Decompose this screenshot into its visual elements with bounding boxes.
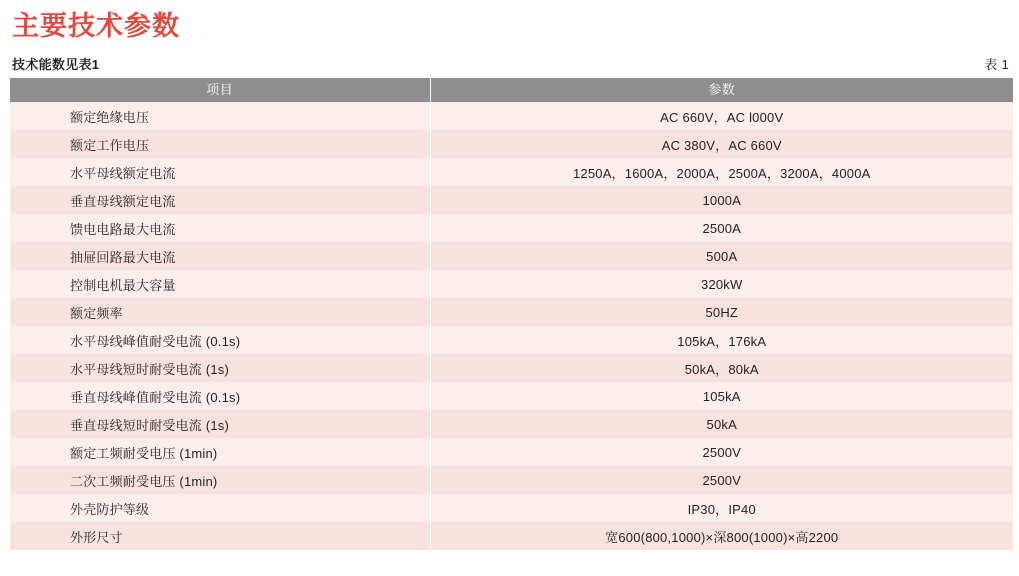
cell-item: 额定频率 bbox=[10, 298, 430, 326]
table-row bbox=[10, 410, 1013, 438]
table-row bbox=[10, 494, 1013, 522]
table-row bbox=[10, 186, 1013, 214]
table-row bbox=[10, 130, 1013, 158]
table-row bbox=[10, 522, 1013, 550]
cell-item: 水平母线短时耐受电流 (1s) bbox=[10, 354, 430, 382]
cell-value: 2500V bbox=[430, 438, 1013, 466]
table-row bbox=[10, 242, 1013, 270]
table-caption: 技术能数见表1 bbox=[12, 57, 100, 72]
table-row bbox=[10, 214, 1013, 242]
table-row bbox=[10, 270, 1013, 298]
table-header-row bbox=[10, 78, 1013, 102]
cell-value: 105kA，176kA bbox=[430, 326, 1013, 354]
cell-value: AC 660V，AC l000V bbox=[430, 102, 1013, 130]
subtitle-row bbox=[12, 54, 1011, 72]
column-header-value: 参数 bbox=[430, 78, 1013, 102]
table-row bbox=[10, 466, 1013, 494]
document-page bbox=[0, 6, 1019, 576]
cell-value: 50kA，80kA bbox=[430, 354, 1013, 382]
cell-item: 垂直母线峰值耐受电流 (0.1s) bbox=[10, 382, 430, 410]
table-row bbox=[10, 438, 1013, 466]
cell-value: 1000A bbox=[430, 186, 1013, 214]
table-row bbox=[10, 298, 1013, 326]
cell-item: 外壳防护等级 bbox=[10, 494, 430, 522]
cell-item: 外形尺寸 bbox=[10, 522, 430, 550]
cell-item: 水平母线额定电流 bbox=[10, 158, 430, 186]
table-row bbox=[10, 326, 1013, 354]
cell-value: 2500A bbox=[430, 214, 1013, 242]
table-body bbox=[10, 102, 1013, 550]
table-row bbox=[10, 102, 1013, 130]
cell-item: 额定工频耐受电压 (1min) bbox=[10, 438, 430, 466]
page-title: 主要技术参数 bbox=[12, 11, 180, 41]
table-row bbox=[10, 158, 1013, 186]
cell-value: 500A bbox=[430, 242, 1013, 270]
table-header bbox=[10, 78, 1013, 102]
cell-value: 50HZ bbox=[430, 298, 1013, 326]
cell-value: 宽600(800,1000)×深800(1000)×高2200 bbox=[430, 522, 1013, 550]
cell-item: 垂直母线短时耐受电流 (1s) bbox=[10, 410, 430, 438]
cell-value: 50kA bbox=[430, 410, 1013, 438]
cell-item: 垂直母线额定电流 bbox=[10, 186, 430, 214]
specifications-table bbox=[10, 78, 1013, 550]
column-header-item: 项目 bbox=[10, 78, 430, 102]
cell-value: 2500V bbox=[430, 466, 1013, 494]
cell-item: 控制电机最大容量 bbox=[10, 270, 430, 298]
cell-value: IP30，IP40 bbox=[430, 494, 1013, 522]
table-index-label: 表 1 bbox=[984, 57, 1009, 72]
cell-item: 二次工频耐受电压 (1min) bbox=[10, 466, 430, 494]
cell-value: 105kA bbox=[430, 382, 1013, 410]
cell-item: 额定绝缘电压 bbox=[10, 102, 430, 130]
cell-item: 水平母线峰值耐受电流 (0.1s) bbox=[10, 326, 430, 354]
cell-item: 抽屉回路最大电流 bbox=[10, 242, 430, 270]
table-row bbox=[10, 354, 1013, 382]
cell-value: AC 380V，AC 660V bbox=[430, 130, 1013, 158]
cell-item: 额定工作电压 bbox=[10, 130, 430, 158]
table-row bbox=[10, 382, 1013, 410]
cell-value: 320kW bbox=[430, 270, 1013, 298]
cell-value: 1250A，1600A，2000A，2500A，3200A，4000A bbox=[430, 158, 1013, 186]
cell-item: 馈电电路最大电流 bbox=[10, 214, 430, 242]
